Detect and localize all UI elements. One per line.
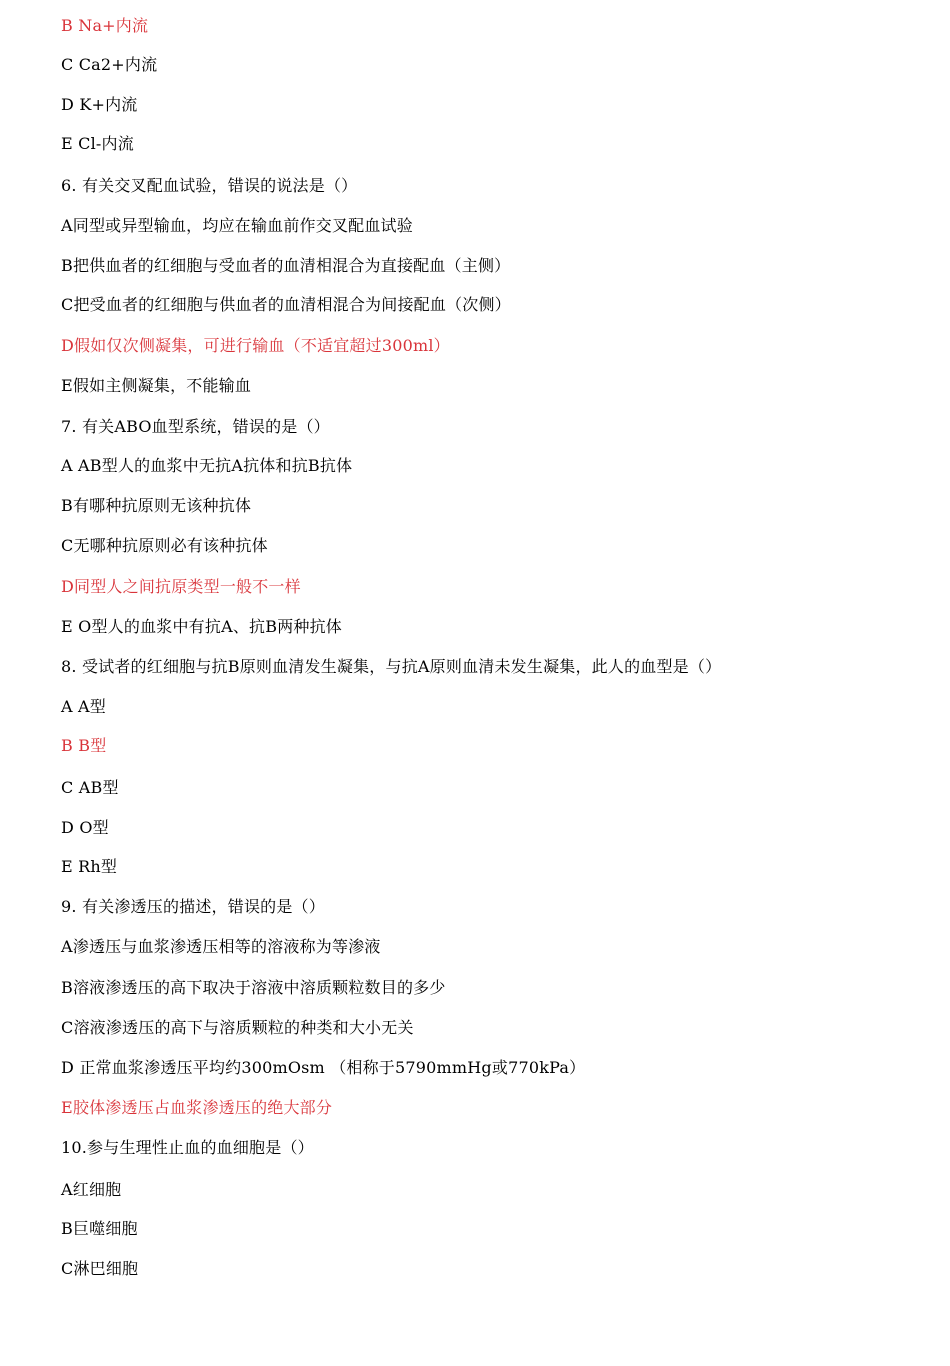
option-line: A A型 — [61, 697, 106, 716]
question-line: 7. 有关ABO血型系统，错误的是（） — [61, 417, 330, 436]
option-line: C AB型 — [61, 778, 119, 797]
option-line: B把供血者的红细胞与受血者的血清相混合为直接配血（主侧） — [61, 256, 511, 275]
option-line: E胶体渗透压占血浆渗透压的绝大部分 — [61, 1098, 333, 1117]
option-line: B B型 — [61, 736, 107, 755]
option-line: E O型人的血浆中有抗A、抗B两种抗体 — [61, 617, 342, 636]
option-line: C把受血者的红细胞与供血者的血清相混合为间接配血（次侧） — [61, 295, 511, 314]
option-line: B巨噬细胞 — [61, 1219, 138, 1238]
option-line: C Ca2+内流 — [61, 55, 158, 74]
option-line: B有哪种抗原则无该种抗体 — [61, 496, 252, 515]
option-line: B Na+内流 — [61, 16, 149, 35]
option-line: A渗透压与血浆渗透压相等的溶液称为等渗液 — [61, 937, 381, 956]
option-line: D 正常血浆渗透压平均约300mOsm （相称于5790mmHg或770kPa） — [61, 1058, 586, 1077]
option-line: D O型 — [61, 818, 109, 837]
question-line: 6. 有关交叉配血试验，错误的说法是（） — [61, 176, 358, 195]
option-line: C溶液渗透压的高下与溶质颗粒的种类和大小无关 — [61, 1018, 414, 1037]
option-line: C淋巴细胞 — [61, 1259, 139, 1278]
question-line: 8. 受试者的红细胞与抗B原则血清发生凝集，与抗A原则血清未发生凝集，此人的血型是（） — [61, 657, 722, 676]
option-line: E假如主侧凝集，不能输血 — [61, 376, 252, 395]
option-line: B溶液渗透压的高下取决于溶液中溶质颗粒数目的多少 — [61, 978, 446, 997]
question-line: 10.参与生理性止血的血细胞是（） — [61, 1138, 314, 1157]
option-line: E Rh型 — [61, 857, 118, 876]
option-line: A红细胞 — [61, 1180, 122, 1199]
option-line: A AB型人的血浆中无抗A抗体和抗B抗体 — [61, 456, 353, 475]
option-line: E Cl-内流 — [61, 134, 134, 153]
option-line: D同型人之间抗原类型一般不一样 — [61, 577, 301, 596]
option-line: A同型或异型输血，均应在输血前作交叉配血试验 — [61, 216, 413, 235]
question-line: 9. 有关渗透压的描述，错误的是（） — [61, 897, 325, 916]
option-line: D K+内流 — [61, 95, 138, 114]
option-line: D假如仅次侧凝集，可进行输血（不适宜超过300ml） — [61, 336, 450, 355]
option-line: C无哪种抗原则必有该种抗体 — [61, 536, 268, 555]
